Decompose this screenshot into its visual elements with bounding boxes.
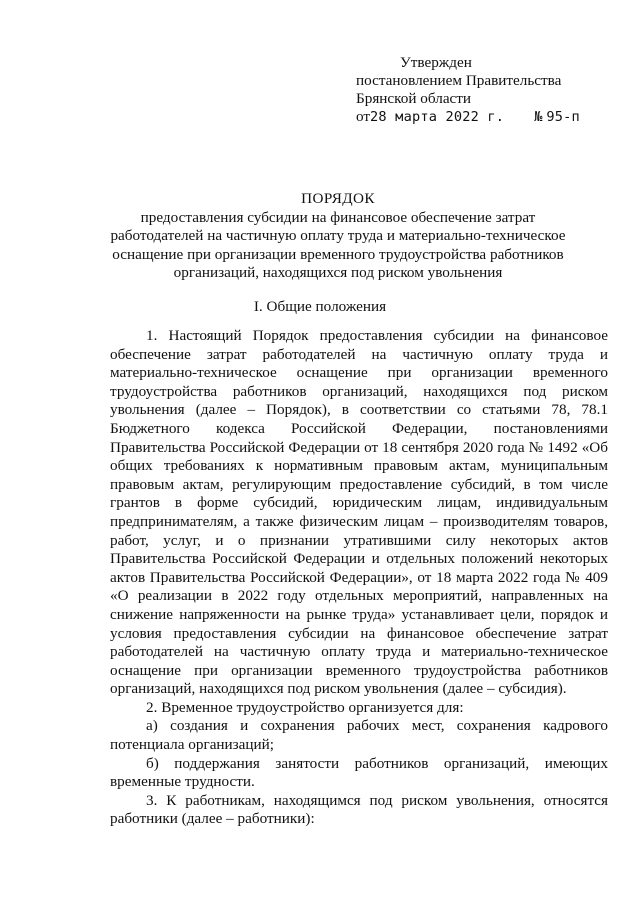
paragraph-2a: а) создания и сохранения рабочих мест, сохранения кадрового потенциала организаций;: [110, 717, 608, 754]
paragraph-3: 3. К работникам, находящимся под риском увольнения, относятся работники (далее – работники):: [110, 791, 608, 828]
approval-line-resolution: постановлением Правительства: [356, 72, 562, 89]
date-prefix: от: [356, 108, 371, 125]
paragraph-2b: б) поддержания занятости работников организаций, имеющих временные трудности.: [110, 754, 608, 791]
approval-date: 28 марта 2022 г.: [370, 109, 505, 125]
number-prefix: №: [534, 109, 543, 125]
title-subtitle: предоставления субсидии на финансовое обеспечение затрат работодателей на частичную оплату труда и материально-техническое оснащение при организации временного трудоустройства работников организаций, находящихся под риском увольнения: [110, 208, 566, 281]
document-body: [110, 327, 608, 829]
approval-stamp: [356, 54, 626, 126]
paragraph-1: 1. Настоящий Порядок предоставления субсидии на финансовое обеспечение затрат работодателей на частичную оплату труда и материально-техническое оснащение при организации временного трудоустройства работников организаций, находящихся под риском увольнения (далее – Порядок), в соответствии со статьями 78, 78.1 Бюджетного кодекса Российской Федерации, постановлениями Правительства Российской Федерации от 18 сентября 2020 года № 1492 «Об общих требованиях к нормативным правовым актам, муниципальным правовым актам, регулирующим предоставление субсидий, в том числе грантов в форме субсидий, юридическим лицам, индивидуальным предпринимателям, а также физическим лицам – производителям товаров, работ, услуг, и о признании утратившими силу некоторых актов Правительства Российской Федерации и отдельных положений некоторых актов Правительства Российской Федерации», от 18 марта 2022 года № 409 «О реализации в 2022 году отдельных мероприятий, направленных на снижение напряженности на рынке труда» устанавливает цели, порядок и условия предоставления субсидии на финансовое обеспечение затрат работодателей на частичную оплату труда и материально-техническое оснащение при организации временного трудоустройства работников организаций, находящихся под риском увольнения (далее – субсидия).: [110, 327, 608, 698]
approval-line-region: Брянской области: [356, 90, 472, 107]
section-heading: I. Общие положения: [253, 298, 387, 315]
paragraph-2: 2. Временное трудоустройство организуется для:: [146, 698, 464, 716]
approval-number: 95-п: [546, 109, 580, 125]
document-title: [110, 190, 566, 283]
approval-date-line: [356, 108, 626, 126]
title-heading: ПОРЯДОК: [301, 190, 375, 207]
approval-line-approved: Утвержден: [400, 54, 472, 71]
number-group: [534, 108, 580, 125]
